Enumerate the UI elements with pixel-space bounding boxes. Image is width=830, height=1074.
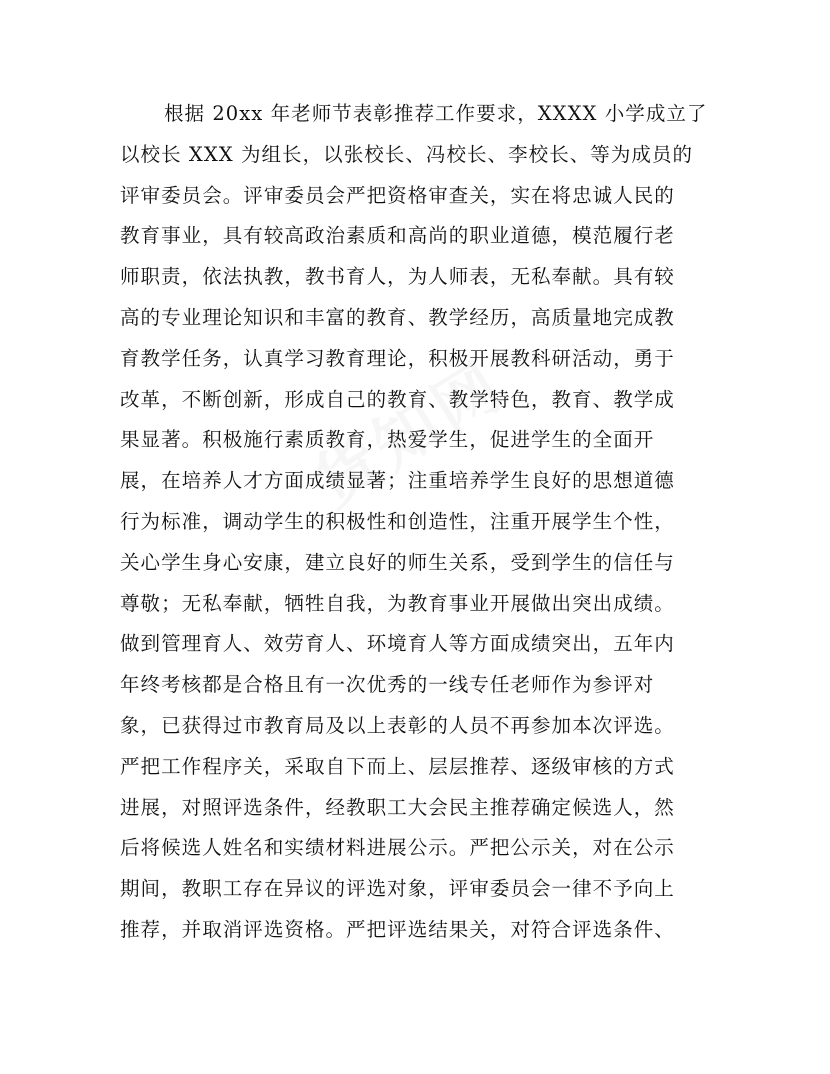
body-paragraph (120, 94, 720, 951)
text-line: 尊敬；无私奉献，牺牲自我，为教育事业开展做出突出成绩。 (120, 591, 675, 615)
text-line: 评审委员会。评审委员会严把资格审查关，实在将忠诚人民的 (120, 183, 675, 207)
text-line: 师职责，依法执教，教书育人，为人师表，无私奉献。具有较 (120, 265, 675, 289)
text-line: 关心学生身心安康，建立良好的师生关系，受到学生的信任与 (120, 550, 675, 574)
text-line: 推荐，并取消评选资格。严把评选结果关，对符合评选条件、 (120, 917, 675, 941)
text-line: 严把工作程序关，采取自下而上、层层推荐、逐级审核的方式 (120, 754, 675, 778)
text-line: 行为标准，调动学生的积极性和创造性，注重开展学生个性， (120, 509, 675, 533)
text-line: 以校长 XXX 为组长，以张校长、冯校长、李校长、等为成员的 (120, 142, 694, 166)
text-line: 做到管理育人、效劳育人、环境育人等方面成绩突出，五年内 (120, 632, 675, 656)
text-line: 改革，不断创新，形成自己的教育、教学特色，教育、教学成 (120, 387, 675, 411)
text-line: 期间，教职工存在异议的评选对象，评审委员会一律不予向上 (120, 877, 675, 901)
text-line: 展，在培养人才方面成绩显著；注重培养学生良好的思想道德 (120, 469, 675, 493)
text-line: 育教学任务，认真学习教育理论，积极开展教科研活动，勇于 (120, 346, 675, 370)
text-line: 高的专业理论知识和丰富的教育、教学经历，高质量地完成教 (120, 305, 675, 329)
text-line: 根据 20xx 年老师节表彰推荐工作要求，XXXX 小学成立了 (164, 102, 708, 125)
text-line: 教育事业，具有较高政治素质和高尚的职业道德，模范履行老 (120, 224, 675, 248)
text-line: 进展，对照评选条件，经教职工大会民主推荐确定候选人，然 (120, 795, 675, 819)
text-line: 果显著。积极施行素质教育，热爱学生，促进学生的全面开 (120, 428, 655, 452)
text-line: 象，已获得过市教育局及以上表彰的人员不再参加本次评选。 (120, 713, 675, 737)
text-line: 年终考核都是合格且有一次优秀的一线专任老师作为参评对 (120, 673, 655, 697)
text-line: 后将候选人姓名和实绩材料进展公示。严把公示关，对在公示 (120, 836, 675, 860)
